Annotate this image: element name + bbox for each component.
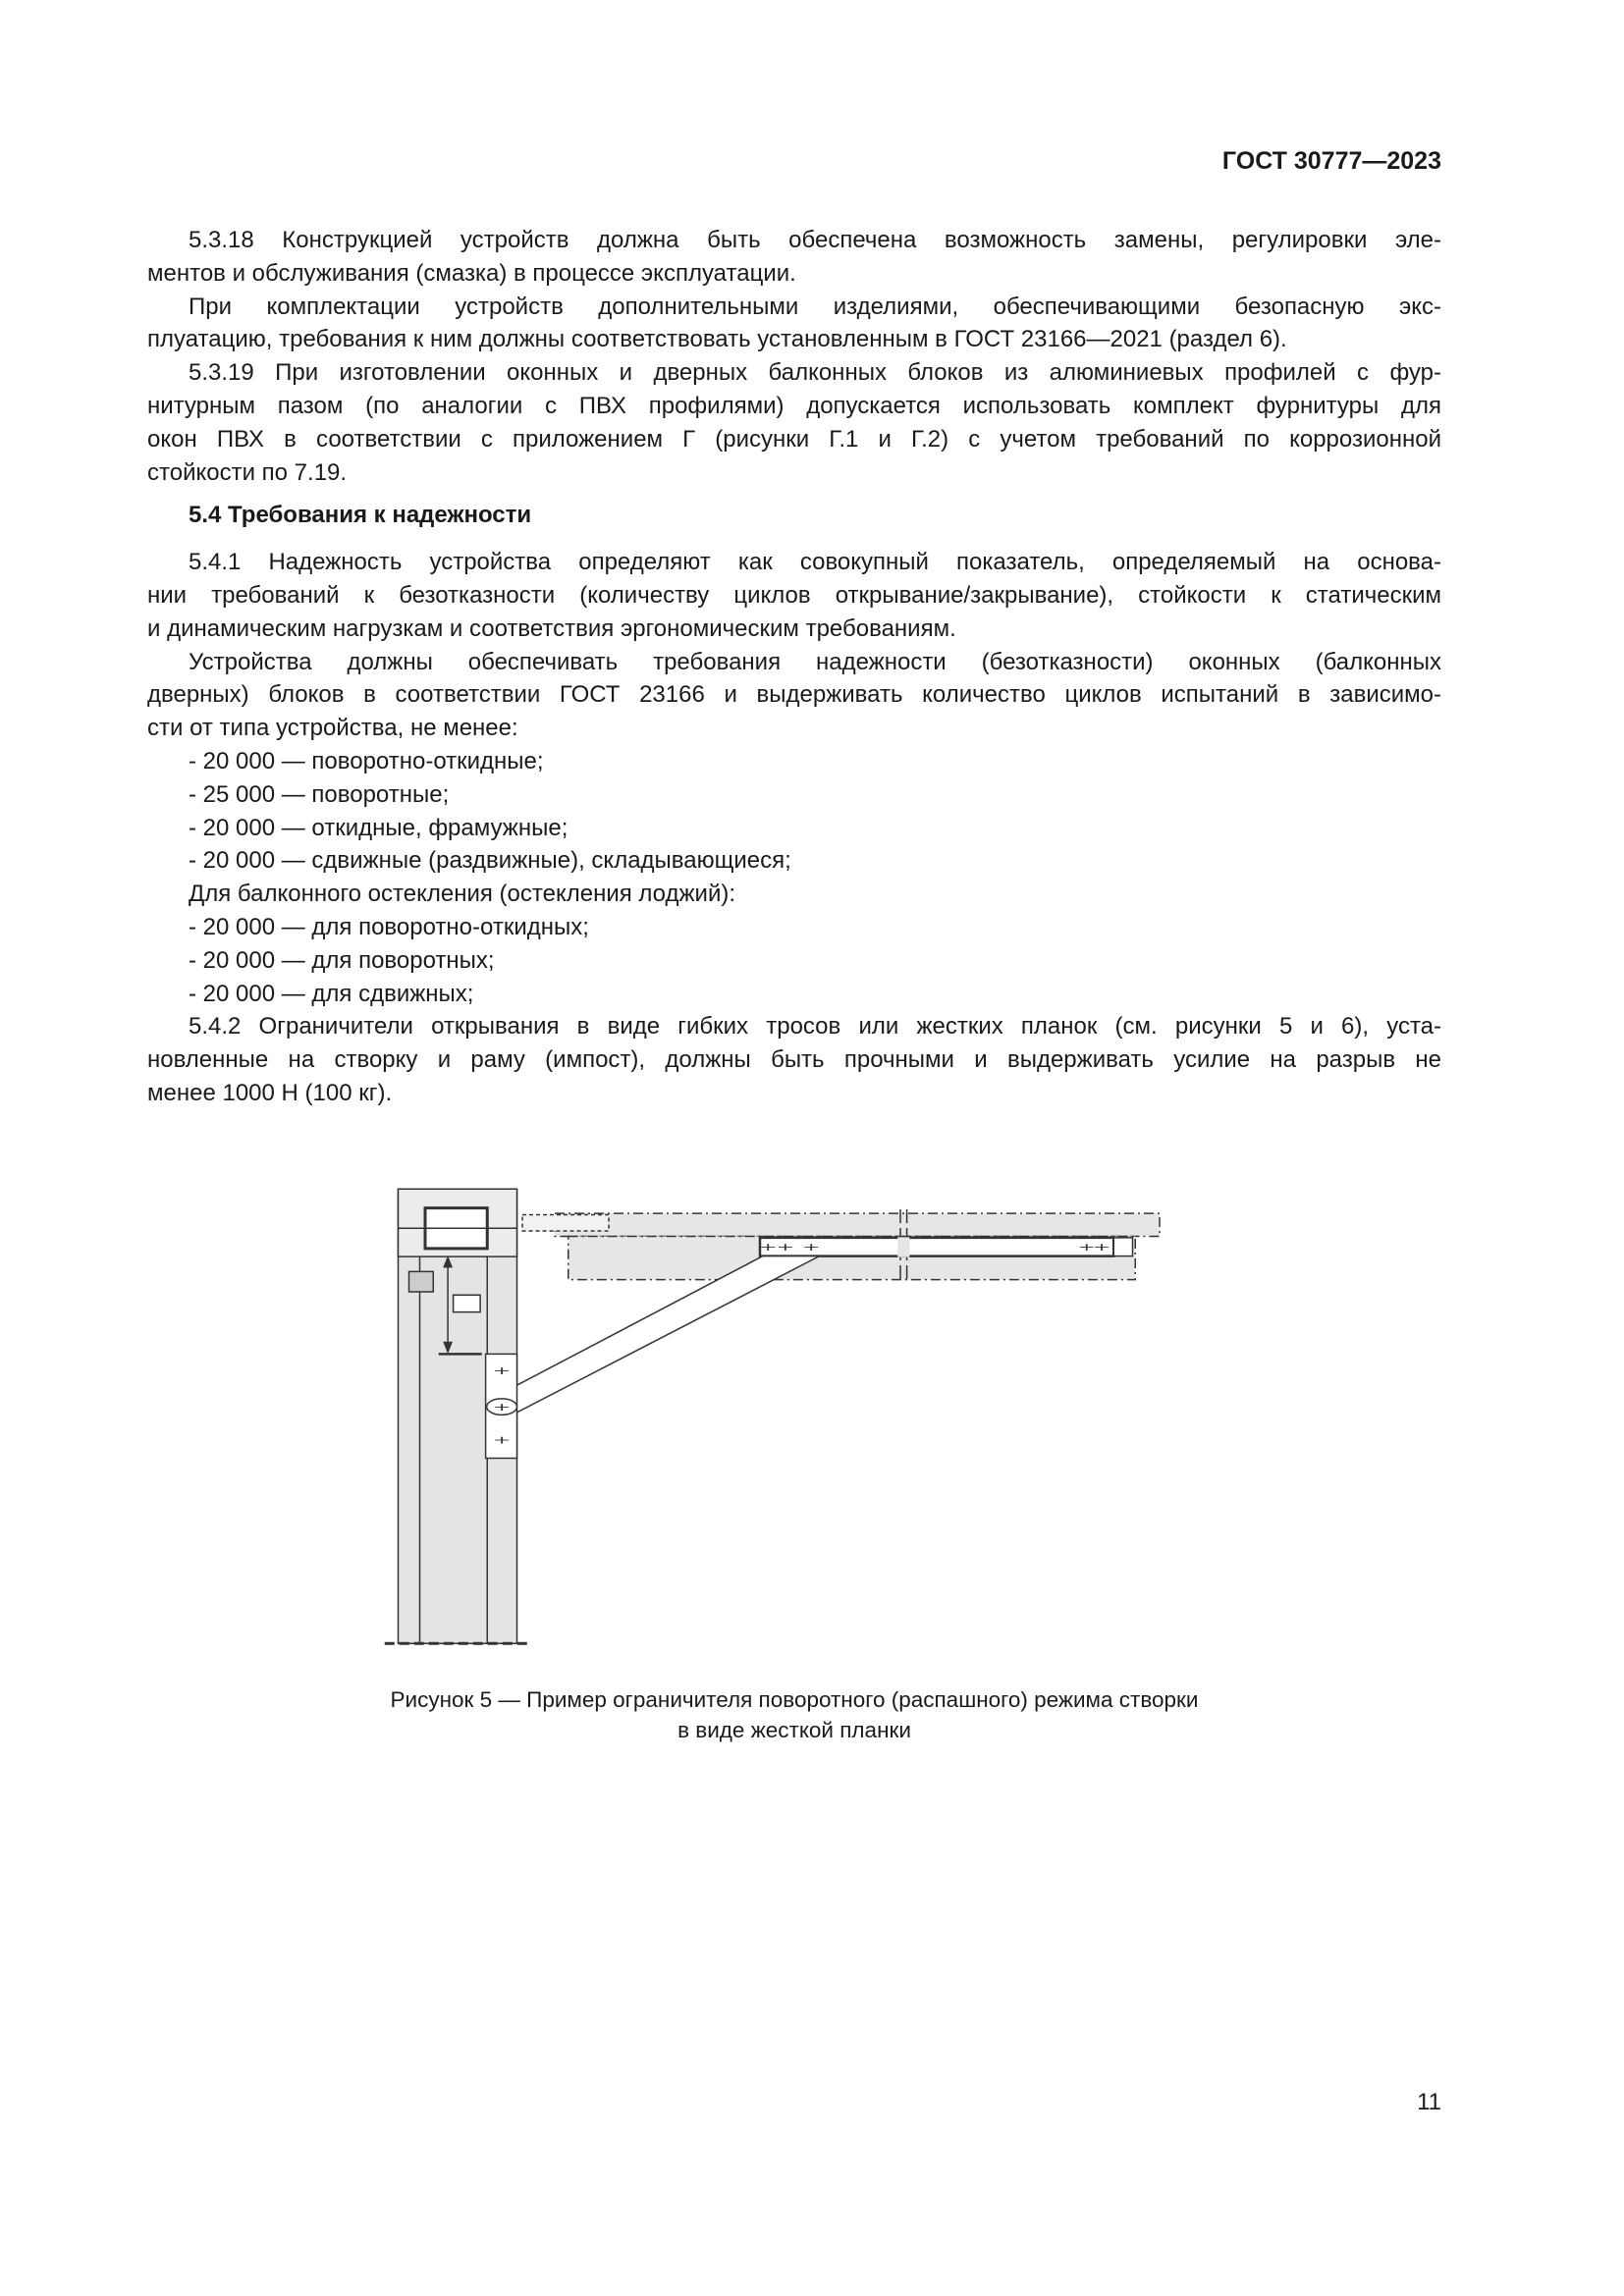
svg-text:+: + <box>1077 1241 1096 1255</box>
text-line: сти от типа устройства, не менее: <box>147 715 518 742</box>
text-line: окон ПВХ в соответствии с приложением Г (рисунки Г.1 и Г.2) с учетом требований по коррозионной <box>147 425 1441 453</box>
list-item: - 20 000 — для сдвижных; <box>189 980 474 1007</box>
svg-text:+: + <box>1092 1241 1111 1255</box>
caption-line: Рисунок 5 — Пример ограничителя поворотного (распашного) режима створки <box>390 1687 1199 1712</box>
text-line: При комплектации устройств дополнительными изделиями, обеспечивающими безопасную экс- <box>189 293 1441 320</box>
list-item: - 25 000 — поворотные; <box>189 780 450 808</box>
list-item: - 20 000 — для поворотных; <box>189 946 495 974</box>
text-line: Устройства должны обеспечивать требования надежности (безотказности) оконных (балконных <box>189 648 1441 675</box>
svg-text:+: + <box>492 1364 512 1378</box>
text-line: нии требований к безотказности (количеству циклов открывание/закрывание), стойкости к статическим <box>147 581 1441 609</box>
text-line: 5.3.18 Конструкцией устройств должна быть обеспечена возможность замены, регулировки эле- <box>189 227 1441 253</box>
sash-outline-top <box>555 1213 1160 1236</box>
text-line: менее 1000 Н (100 кг). <box>147 1079 393 1106</box>
svg-text:+: + <box>492 1433 512 1447</box>
svg-text:+: + <box>759 1241 778 1255</box>
dimension-label-box <box>454 1295 481 1311</box>
list-item: - 20 000 — для поворотно-откидных; <box>189 913 589 940</box>
document-id: ГОСТ 30777—2023 <box>1221 147 1441 175</box>
list-item: - 20 000 — поворотно-откидные; <box>189 747 544 774</box>
hinge-pin <box>522 1214 609 1231</box>
section-heading: 5.4 Требования к надежности <box>189 502 532 529</box>
list-intro: Для балконного остекления (остекления лоджий): <box>189 881 736 908</box>
text-line: 5.4.1 Надежность устройства определяют как совокупный показатель, определяемый на основа- <box>189 549 1441 576</box>
list-item: - 20 000 — откидные, фрамужные; <box>189 814 568 841</box>
text-line: новленные на створку и раму (импост), должны быть прочными и выдерживать усилие на разрыв не <box>147 1046 1441 1074</box>
text-line: и динамическим нагрузкам и соответствия эргономическим требованиям. <box>147 614 956 642</box>
caption-line: в виде жесткой планки <box>677 1718 911 1742</box>
text-line: 5.4.2 Ограничители открывания в виде гибких тросов или жестких планок (см. рисунки 5 и 6), уста- <box>189 1013 1441 1041</box>
figure-5-limiter-drawing <box>360 1170 1203 1657</box>
svg-text:+: + <box>802 1241 821 1255</box>
figure-caption <box>147 1684 1441 1745</box>
text-line: ментов и обслуживания (смазка) в процессе эксплуатации. <box>147 259 796 287</box>
page-number: 11 <box>1417 2089 1441 2115</box>
text-line: плуатацию, требования к ним должны соответствовать установленным в ГОСТ 23166—2021 (раздел 6). <box>147 326 1287 353</box>
text-line: нитурным пазом (по аналогии с ПВХ профилями) допускается использовать комплект фурнитуры для <box>147 392 1441 419</box>
svg-text:+: + <box>776 1241 795 1255</box>
text-line: 5.3.19 При изготовлении оконных и дверных балконных блоков из алюминиевых профилей с фур- <box>189 359 1441 387</box>
svg-text:+: + <box>492 1401 512 1415</box>
text-line: стойкости по 7.19. <box>147 458 348 486</box>
text-line: дверных) блоков в соответствии ГОСТ 23166 и выдерживать количество циклов испытаний в зависимо- <box>147 681 1441 709</box>
list-item: - 20 000 — сдвижные (раздвижные), складывающиеся; <box>189 847 791 875</box>
document-body <box>147 224 1441 1110</box>
